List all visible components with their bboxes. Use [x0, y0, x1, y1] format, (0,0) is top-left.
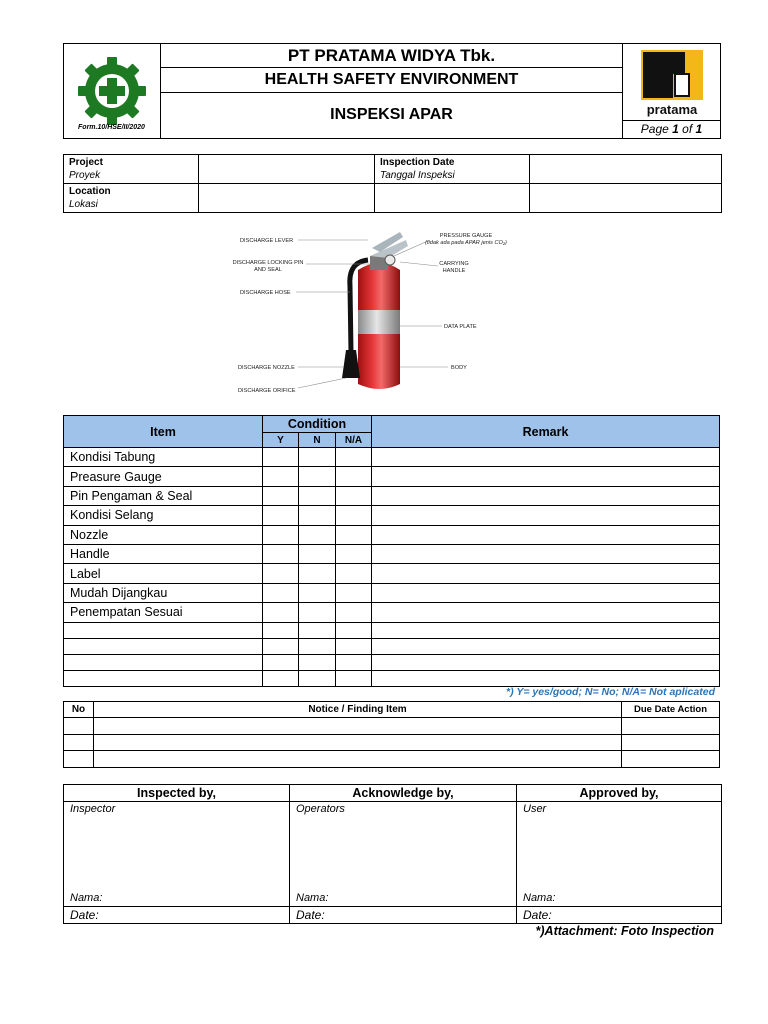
col-header-finding: Notice / Finding Item	[94, 702, 622, 718]
condition-legend: *) Y= yes/good; N= No; N/A= Not aplicated	[506, 686, 715, 698]
condition-na-checkbox[interactable]	[336, 654, 372, 670]
condition-yes-checkbox[interactable]	[263, 544, 299, 563]
notice-due-cell[interactable]	[622, 734, 720, 751]
notice-finding-cell[interactable]	[94, 734, 622, 751]
condition-na-checkbox[interactable]	[336, 622, 372, 638]
table-row	[64, 467, 720, 486]
operator-date-label[interactable]: Date:	[290, 907, 517, 924]
inspection-date-label-cell	[375, 155, 530, 184]
table-row	[64, 654, 720, 670]
fire-extinguisher-diagram	[230, 226, 530, 398]
notice-due-cell[interactable]	[622, 751, 720, 768]
condition-yes-checkbox[interactable]	[263, 670, 299, 686]
page-prefix: Page	[640, 122, 673, 137]
document-title: INSPEKSI APAR	[161, 92, 623, 139]
table-row	[64, 486, 720, 505]
table-row	[64, 603, 720, 622]
label-body: BODY	[451, 365, 467, 371]
table-row	[64, 670, 720, 686]
inspection-date-label: Inspection Date	[380, 157, 455, 168]
remark-cell[interactable]	[372, 564, 720, 583]
condition-yes-checkbox[interactable]	[263, 486, 299, 505]
remark-cell[interactable]	[372, 622, 720, 638]
operator-role: Operators	[296, 803, 345, 815]
remark-cell[interactable]	[372, 583, 720, 602]
condition-na-checkbox[interactable]	[336, 564, 372, 583]
table-row	[64, 734, 720, 751]
label-discharge-nozzle: DISCHARGE NOZZLE	[238, 365, 295, 371]
label-discharge-hose: DISCHARGE HOSE	[240, 290, 291, 296]
company-name: PT PRATAMA WIDYA Tbk.	[161, 44, 623, 68]
condition-na-checkbox[interactable]	[336, 448, 372, 467]
condition-yes-checkbox[interactable]	[263, 525, 299, 544]
table-row	[64, 583, 720, 602]
page-current: 1	[672, 122, 679, 137]
condition-na-checkbox[interactable]	[336, 670, 372, 686]
condition-no-checkbox[interactable]	[299, 525, 336, 544]
remark-cell[interactable]	[372, 638, 720, 654]
label-data-plate: DATA PLATE	[444, 324, 477, 330]
label-locking-pin-seal: AND SEAL	[254, 267, 282, 273]
signature-table	[63, 784, 722, 924]
label-carrying-handle-2: HANDLE	[442, 268, 466, 274]
condition-yes-checkbox[interactable]	[263, 564, 299, 583]
remark-cell[interactable]	[372, 670, 720, 686]
condition-na-checkbox[interactable]	[336, 486, 372, 505]
inspector-signature-box[interactable]	[64, 802, 290, 907]
condition-no-checkbox[interactable]	[299, 670, 336, 686]
condition-no-checkbox[interactable]	[299, 654, 336, 670]
remark-cell[interactable]	[372, 654, 720, 670]
label-pressure-gauge: PRESSURE GAUGE	[439, 233, 493, 239]
col-header-no: No	[64, 702, 94, 718]
condition-yes-checkbox[interactable]	[263, 603, 299, 622]
empty-cell	[375, 184, 530, 213]
table-row	[64, 448, 720, 467]
remark-cell[interactable]	[372, 448, 720, 467]
item-name-cell: Nozzle	[64, 525, 263, 544]
item-name-cell: Kondisi Selang	[64, 506, 263, 525]
item-name-cell: Pin Pengaman & Seal	[64, 486, 263, 505]
condition-no-checkbox[interactable]	[299, 544, 336, 563]
condition-no-checkbox[interactable]	[299, 638, 336, 654]
label-pressure-gauge-note: (tidak ada pada APAR jenis CO₂)	[425, 240, 507, 246]
page-number	[623, 120, 721, 138]
department-name: HEALTH SAFETY ENVIRONMENT	[161, 68, 623, 92]
col-header-na: N/A	[336, 433, 372, 448]
item-name-cell	[64, 654, 263, 670]
table-row	[64, 544, 720, 563]
condition-na-checkbox[interactable]	[336, 544, 372, 563]
table-row	[64, 506, 720, 525]
inspection-date-value-field[interactable]	[530, 155, 722, 184]
extinguisher-body-icon	[342, 232, 408, 389]
project-label-cell	[64, 155, 199, 184]
project-info-table	[63, 154, 722, 213]
brand-logo-text: pratama	[646, 101, 697, 117]
notice-finding-cell[interactable]	[94, 751, 622, 768]
inspector-name-label: Nama:	[70, 892, 103, 904]
notice-finding-cell[interactable]	[94, 718, 622, 735]
col-header-item: Item	[64, 416, 263, 448]
condition-na-checkbox[interactable]	[336, 638, 372, 654]
label-discharge-lever: DISCHARGE LEVER	[240, 238, 294, 244]
label-discharge-orifice: DISCHARGE ORIFICE	[238, 388, 296, 394]
inspector-role: Inspector	[70, 803, 116, 815]
item-name-cell: Penempatan Sesuai	[64, 603, 263, 622]
user-signature-box[interactable]	[517, 802, 722, 907]
location-label: Location	[69, 186, 111, 197]
condition-no-checkbox[interactable]	[299, 603, 336, 622]
condition-yes-checkbox[interactable]	[263, 506, 299, 525]
notice-due-cell[interactable]	[622, 718, 720, 735]
col-header-due-date: Due Date Action	[622, 702, 720, 718]
user-name-label: Nama:	[523, 892, 556, 904]
item-name-cell: Preasure Gauge	[64, 467, 263, 486]
project-label: Project	[69, 157, 103, 168]
item-name-cell: Handle	[64, 544, 263, 563]
condition-no-checkbox[interactable]	[299, 583, 336, 602]
remark-cell[interactable]	[372, 486, 720, 505]
acknowledge-by-header: Acknowledge by,	[290, 785, 517, 802]
location-label-cell	[64, 184, 199, 213]
condition-yes-checkbox[interactable]	[263, 654, 299, 670]
item-name-cell	[64, 638, 263, 654]
remark-cell[interactable]	[372, 525, 720, 544]
inspected-by-header: Inspected by,	[64, 785, 290, 802]
col-header-remark: Remark	[372, 416, 720, 448]
approved-by-header: Approved by,	[517, 785, 722, 802]
brand-logo	[623, 44, 721, 121]
condition-no-checkbox[interactable]	[299, 448, 336, 467]
inspection-checklist-table	[63, 415, 720, 687]
item-name-cell	[64, 670, 263, 686]
item-name-cell	[64, 622, 263, 638]
condition-no-checkbox[interactable]	[299, 506, 336, 525]
project-value-field[interactable]	[199, 155, 375, 184]
condition-no-checkbox[interactable]	[299, 467, 336, 486]
remark-cell[interactable]	[372, 603, 720, 622]
condition-na-checkbox[interactable]	[336, 583, 372, 602]
condition-yes-checkbox[interactable]	[263, 448, 299, 467]
remark-cell[interactable]	[372, 506, 720, 525]
item-name-cell: Mudah Dijangkau	[64, 583, 263, 602]
col-header-no: N	[299, 433, 336, 448]
condition-yes-checkbox[interactable]	[263, 467, 299, 486]
operator-signature-box[interactable]	[290, 802, 517, 907]
label-carrying-handle: CARRYING	[439, 261, 469, 267]
condition-yes-checkbox[interactable]	[263, 638, 299, 654]
pratama-logo-icon	[639, 46, 705, 118]
notice-no-cell[interactable]	[64, 718, 94, 735]
item-name-cell: Label	[64, 564, 263, 583]
condition-no-checkbox[interactable]	[299, 564, 336, 583]
table-row	[64, 751, 720, 768]
col-header-condition: Condition	[263, 416, 372, 433]
table-row	[64, 564, 720, 583]
condition-no-checkbox[interactable]	[299, 486, 336, 505]
condition-no-checkbox[interactable]	[299, 622, 336, 638]
location-value-field[interactable]	[199, 184, 375, 213]
notice-no-cell[interactable]	[64, 734, 94, 751]
empty-cell	[530, 184, 722, 213]
page-of: of	[678, 122, 696, 137]
condition-na-checkbox[interactable]	[336, 525, 372, 544]
remark-cell[interactable]	[372, 467, 720, 486]
user-role: User	[523, 803, 547, 815]
user-date-label[interactable]: Date:	[517, 907, 722, 924]
document-header	[63, 43, 721, 139]
remark-cell[interactable]	[372, 544, 720, 563]
item-name-cell: Kondisi Tabung	[64, 448, 263, 467]
condition-na-checkbox[interactable]	[336, 506, 372, 525]
label-locking-pin: DISCHARGE LOCKING PIN	[232, 260, 304, 266]
notice-finding-table	[63, 701, 720, 768]
safety-gear-cross-icon	[76, 55, 148, 127]
page-total: 1	[695, 122, 703, 137]
location-label-id: Lokasi	[69, 199, 98, 210]
condition-na-checkbox[interactable]	[336, 467, 372, 486]
condition-yes-checkbox[interactable]	[263, 622, 299, 638]
inspector-date-label[interactable]: Date:	[64, 907, 290, 924]
col-header-yes: Y	[263, 433, 299, 448]
operator-name-label: Nama:	[296, 892, 329, 904]
project-label-id: Proyek	[69, 170, 101, 181]
form-number: Form.10/HSE/II/2020	[78, 124, 145, 131]
table-row	[64, 638, 720, 654]
table-row	[64, 718, 720, 735]
condition-na-checkbox[interactable]	[336, 603, 372, 622]
condition-yes-checkbox[interactable]	[263, 583, 299, 602]
table-row	[64, 525, 720, 544]
attachment-note: *)Attachment: Foto Inspection	[535, 924, 714, 938]
notice-no-cell[interactable]	[64, 751, 94, 768]
table-row	[64, 622, 720, 638]
inspection-date-label-id: Tanggal Inspeksi	[380, 170, 455, 181]
